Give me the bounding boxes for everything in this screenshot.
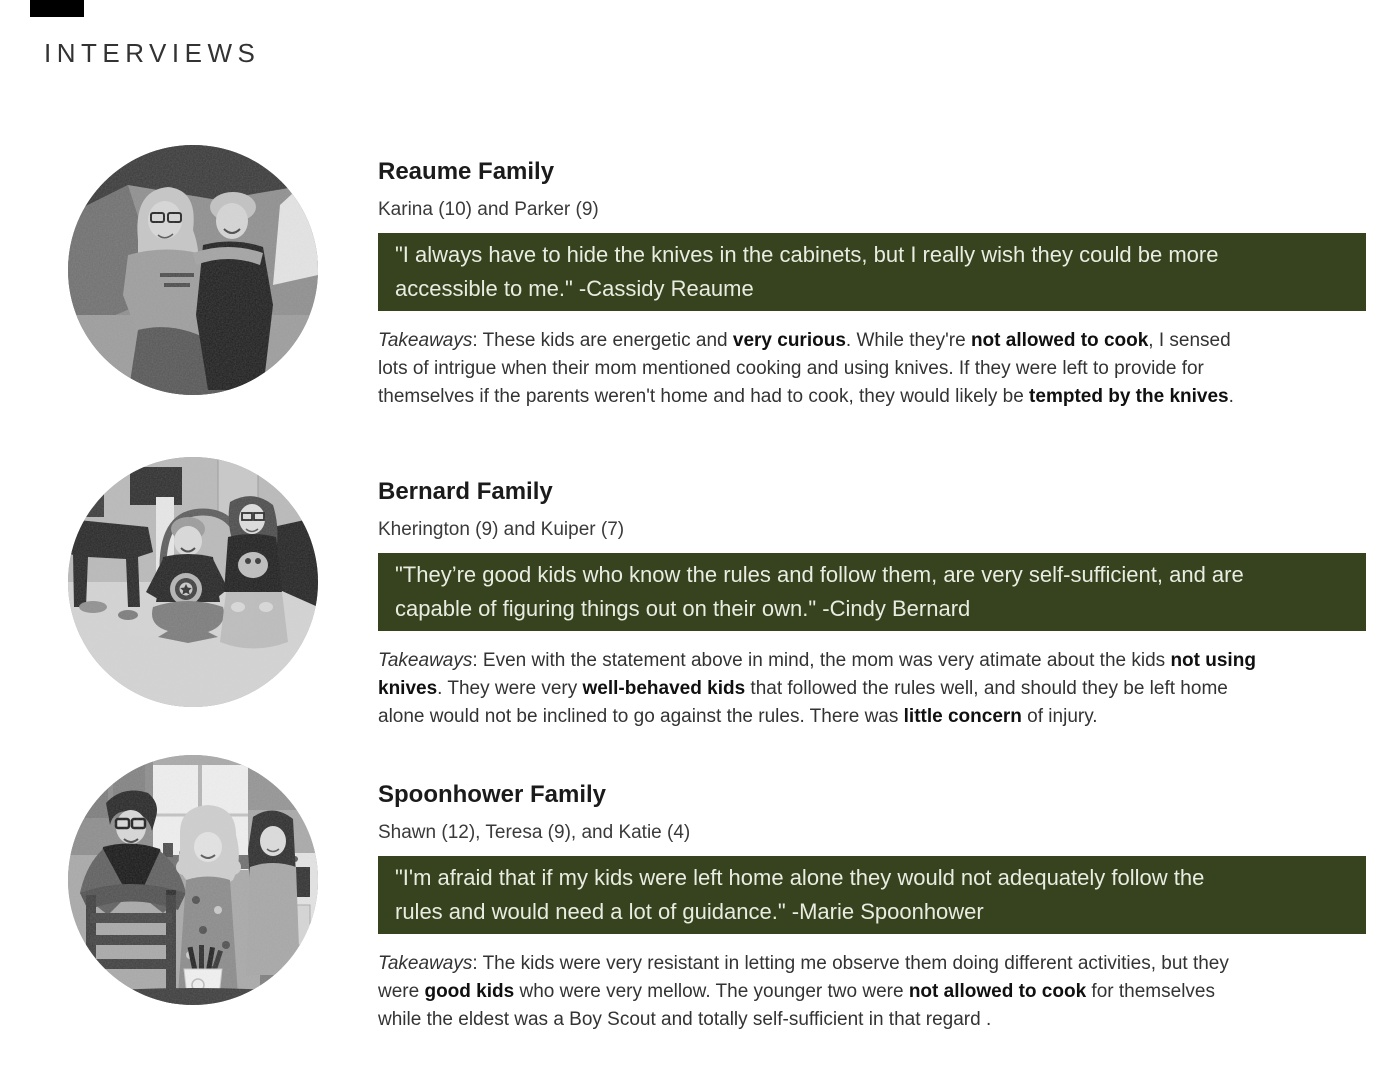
page-title: INTERVIEWS xyxy=(44,38,261,68)
family-name: Reaume Family xyxy=(378,158,555,185)
family-members: Karina (10) and Parker (9) xyxy=(378,199,599,220)
family-photo-reaume xyxy=(68,145,318,395)
takeaways-text: Takeaways: Even with the statement above in mind, the mom was very atimate about the kids not using knives. They were very well-behaved kids that followed the rules well, and should they be left home alone would not be inclined to go against the rules. There was little concern of injury. xyxy=(378,650,1256,727)
takeaways-text: Takeaways: The kids were very resistant in letting me observe them doing different activities, but they were good kids who were very mellow. The younger two were not allowed to cook for themselves while the eldest was a Boy Scout and totally self-sufficient in that regard . xyxy=(378,953,1229,1030)
family-members: Shawn (12), Teresa (9), and Katie (4) xyxy=(378,822,691,843)
quote-banner: "I'm afraid that if my kids were left home alone they would not adequately follow the rules and would need a lot of guidance." -Marie Spoonhower xyxy=(378,856,1366,934)
quote-banner: "I always have to hide the knives in the cabinets, but I really wish they could be more accessible to me." -Cassidy Reaume xyxy=(378,233,1366,311)
family-members: Kherington (9) and Kuiper (7) xyxy=(378,519,625,540)
takeaways-text: Takeaways: These kids are energetic and very curious. While they're not allowed to cook, I sensed lots of intrigue when their mom mentioned cooking and using knives. If they were left to provide for themselves if the parents weren't home and had to cook, they would likely be tempted by the knives. xyxy=(378,330,1234,407)
redaction-mark xyxy=(30,0,84,17)
quote-banner: "They’re good kids who know the rules and follow them, are very self-sufficient, and are capable of figuring things out on their own." -Cindy Bernard xyxy=(378,553,1366,631)
family-name: Bernard Family xyxy=(378,478,553,505)
family-photo-bernard xyxy=(68,457,318,707)
family-name: Spoonhower Family xyxy=(378,781,607,808)
family-photo-spoonhower xyxy=(68,755,318,1005)
